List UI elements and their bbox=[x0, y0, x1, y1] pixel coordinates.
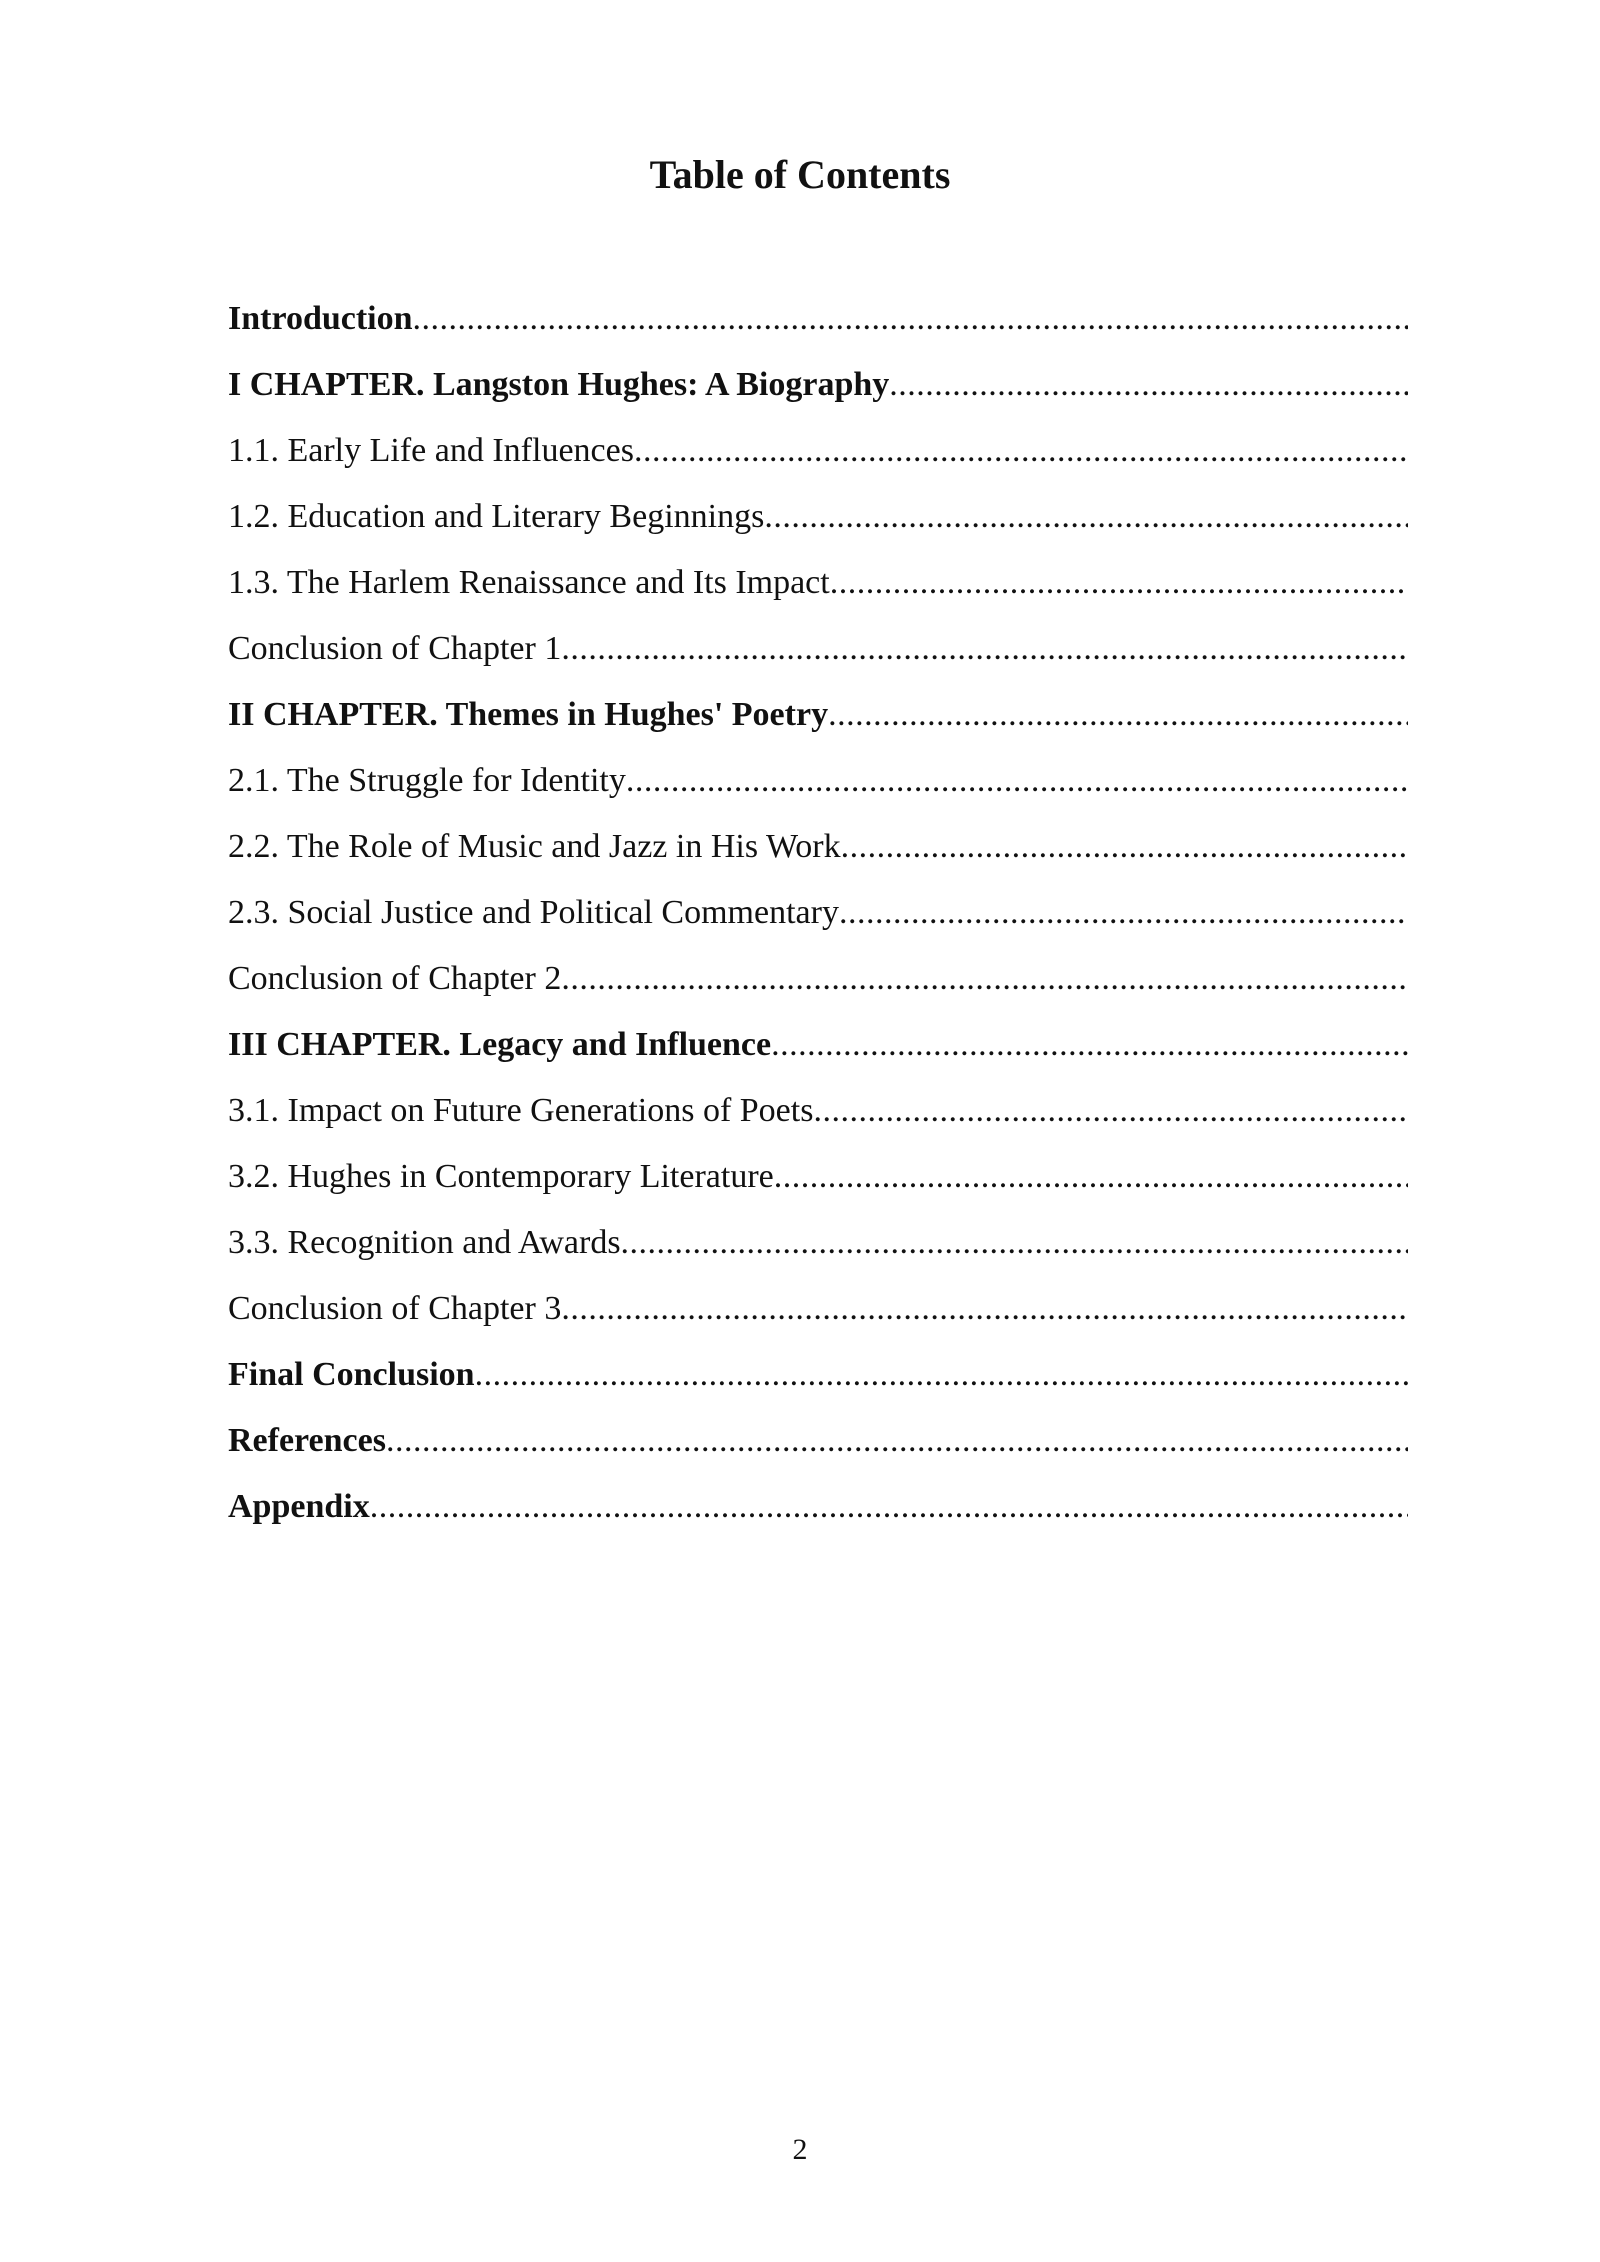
toc-entry[interactable] bbox=[228, 424, 1408, 490]
toc-entry[interactable] bbox=[228, 820, 1408, 886]
toc-entry[interactable] bbox=[228, 556, 1408, 622]
toc-entry-label: 1.2. Education and Literary Beginnings bbox=[228, 498, 765, 535]
dot-leader bbox=[764, 490, 1408, 544]
toc-entry[interactable] bbox=[228, 1084, 1408, 1150]
dot-leader bbox=[813, 1084, 1408, 1138]
toc-entry[interactable] bbox=[228, 1150, 1408, 1216]
dot-leader bbox=[561, 952, 1408, 1006]
dot-leader bbox=[634, 424, 1408, 478]
dot-leader bbox=[626, 754, 1408, 808]
toc-entry-label: Introduction bbox=[228, 300, 413, 337]
toc-entry[interactable] bbox=[228, 1018, 1408, 1084]
dot-leader bbox=[386, 1414, 1408, 1468]
toc-entry-label: 2.3. Social Justice and Political Commentary bbox=[228, 894, 839, 931]
dot-leader bbox=[841, 820, 1408, 874]
toc-entry-label: 2.1. The Struggle for Identity bbox=[228, 762, 626, 799]
toc-entry[interactable] bbox=[228, 622, 1408, 688]
dot-leader bbox=[561, 622, 1408, 676]
toc-entry[interactable] bbox=[228, 292, 1408, 358]
toc-entry-label: References bbox=[228, 1422, 386, 1459]
toc-entry[interactable] bbox=[228, 1282, 1408, 1348]
dot-leader bbox=[774, 1150, 1408, 1204]
dot-leader bbox=[830, 556, 1408, 610]
dot-leader bbox=[828, 688, 1408, 742]
toc-entry-label: II CHAPTER. Themes in Hughes' Poetry bbox=[228, 696, 829, 733]
dot-leader bbox=[370, 1480, 1408, 1534]
toc-entry[interactable] bbox=[228, 1414, 1408, 1480]
toc-entry[interactable] bbox=[228, 688, 1408, 754]
dot-leader bbox=[889, 358, 1408, 412]
toc-entry-label: 1.1. Early Life and Influences bbox=[228, 432, 634, 469]
dot-leader bbox=[621, 1216, 1408, 1270]
toc-entry[interactable] bbox=[228, 358, 1408, 424]
toc-entry[interactable] bbox=[228, 754, 1408, 820]
toc-entry-label: I CHAPTER. Langston Hughes: A Biography bbox=[228, 366, 890, 403]
toc-entry[interactable] bbox=[228, 952, 1408, 1018]
dot-leader bbox=[771, 1018, 1408, 1072]
dot-leader bbox=[413, 292, 1408, 346]
page-title: Table of Contents bbox=[649, 152, 951, 197]
toc-entry-label: Conclusion of Chapter 1 bbox=[228, 630, 562, 667]
toc-entry-label: 2.2. The Role of Music and Jazz in His Work bbox=[228, 828, 841, 865]
toc-entry-label: Appendix bbox=[228, 1488, 370, 1525]
toc-entry-label: Conclusion of Chapter 2 bbox=[228, 960, 562, 997]
toc-entry-label: 1.3. The Harlem Renaissance and Its Impact bbox=[228, 564, 830, 601]
toc-entry-label: Conclusion of Chapter 3 bbox=[228, 1290, 562, 1327]
dot-leader bbox=[561, 1282, 1408, 1336]
toc-entry[interactable] bbox=[228, 1480, 1408, 1546]
dot-leader bbox=[475, 1348, 1408, 1402]
toc-entry-label: III CHAPTER. Legacy and Influence bbox=[228, 1026, 772, 1063]
toc-entry-label: 3.2. Hughes in Contemporary Literature bbox=[228, 1158, 774, 1195]
toc-entry-label: 3.3. Recognition and Awards bbox=[228, 1224, 621, 1261]
table-of-contents bbox=[228, 292, 1408, 1546]
toc-entry[interactable] bbox=[228, 1348, 1408, 1414]
toc-entry-label: Final Conclusion bbox=[228, 1356, 475, 1393]
toc-entry[interactable] bbox=[228, 886, 1408, 952]
toc-entry[interactable] bbox=[228, 1216, 1408, 1282]
page-number: 2 bbox=[792, 2133, 808, 2166]
toc-entry[interactable] bbox=[228, 490, 1408, 556]
dot-leader bbox=[839, 886, 1408, 940]
toc-entry-label: 3.1. Impact on Future Generations of Poets bbox=[228, 1092, 814, 1129]
